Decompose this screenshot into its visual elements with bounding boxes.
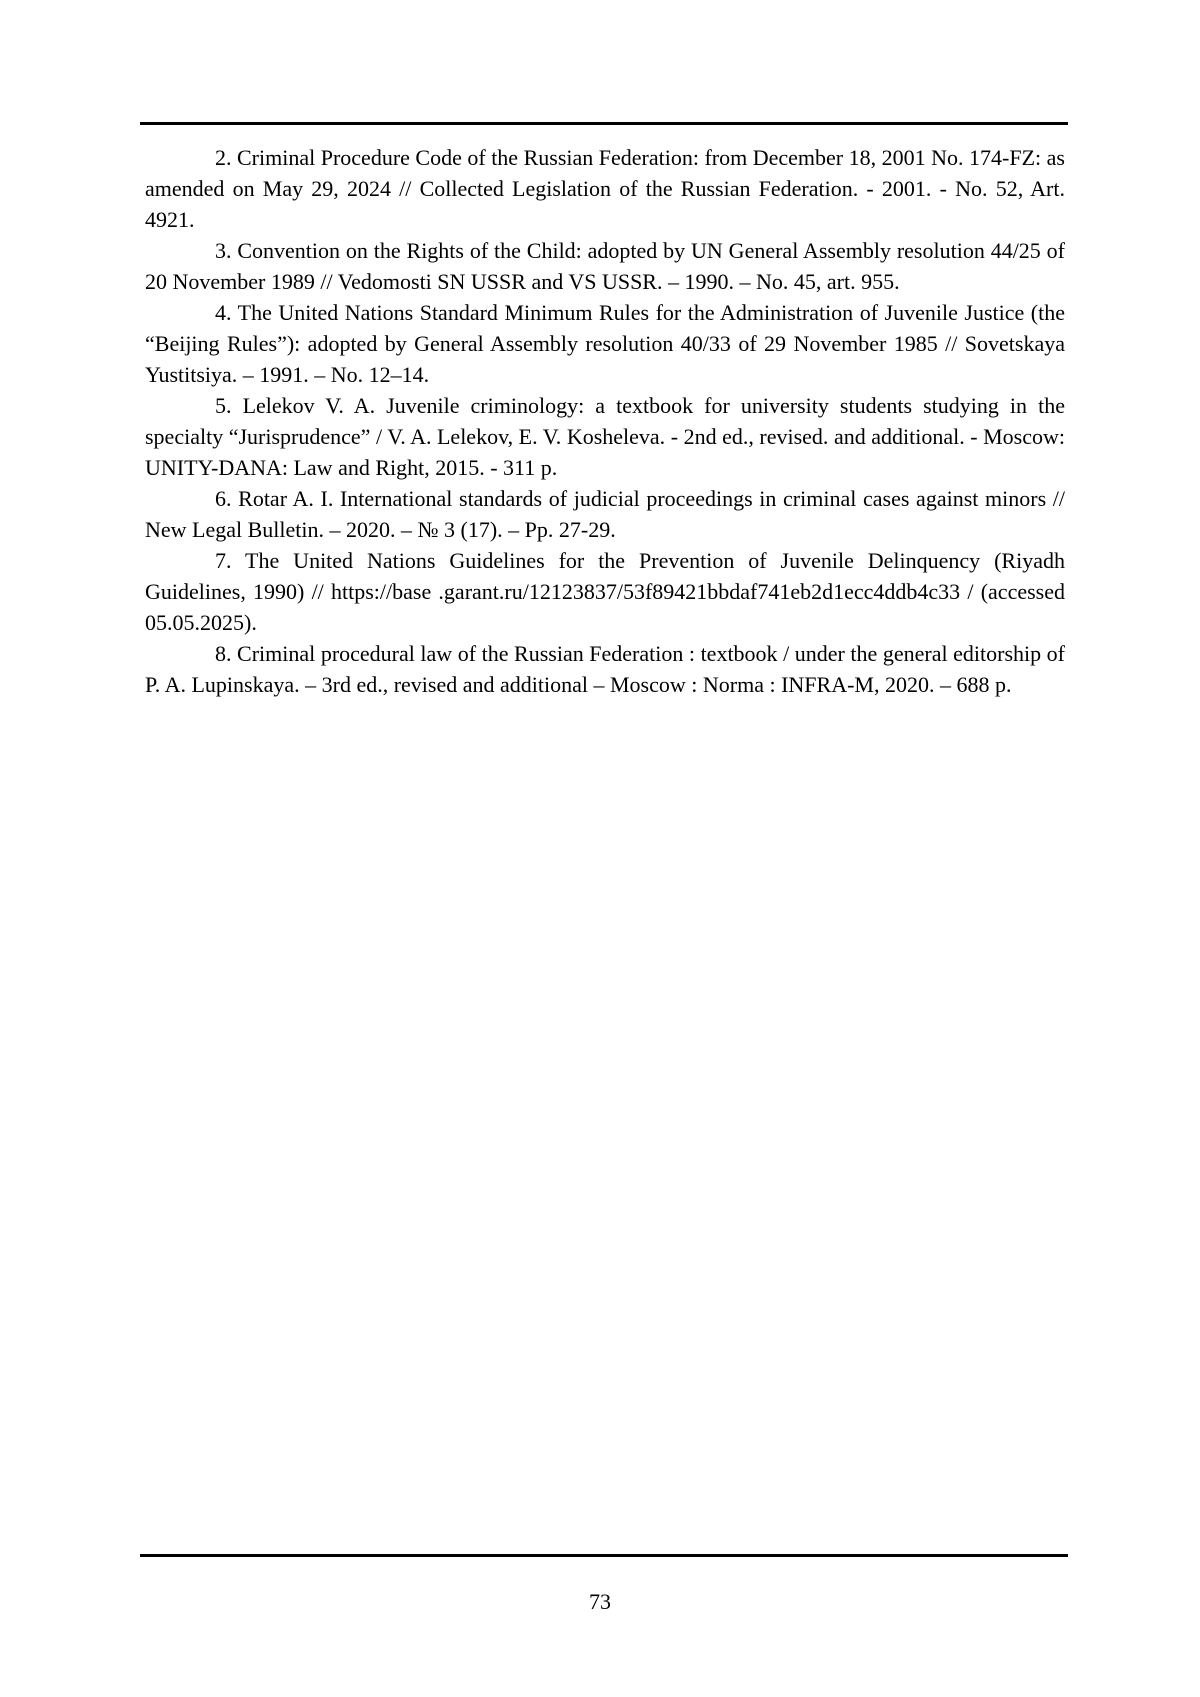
- reference-item-4: 4. The United Nations Standard Minimum Rules for the Administration of Juvenile Justice (the “Beijing Rules”): adopted by General Assembly resolution 40/33 of 29 November 1985 // Sovetskaya Yustitsiya. – 1991. – No. 12–14.: [145, 300, 1065, 387]
- reference-item-2: 2. Criminal Procedure Code of the Russian Federation: from December 18, 2001 No. 174-FZ: as amended on May 29, 2024 // Collected Legislation of the Russian Federation. - 2001. - No. 52, Art. 4921.: [145, 145, 1065, 232]
- reference-item-6: 6. Rotar A. I. International standards of judicial proceedings in criminal cases against minors // New Legal Bulletin. – 2020. – № 3 (17). – Pp. 27-29.: [145, 486, 1065, 542]
- reference-item-7: 7. The United Nations Guidelines for the Prevention of Juvenile Delinquency (Riyadh Guidelines, 1990) // https://base .garant.ru/12123837/53f89421bbdaf741eb2d1ecc4ddb4c33 / (accessed 05.05.2025).: [145, 548, 1065, 635]
- reference-item-3: 3. Convention on the Rights of the Child: adopted by UN General Assembly resolution 44/25 of 20 November 1989 // Vedomosti SN USSR and VS USSR. – 1990. – No. 45, art. 955.: [145, 238, 1065, 294]
- footer-rule: [140, 1554, 1068, 1557]
- reference-item-5: 5. Lelekov V. A. Juvenile criminology: a textbook for university students studying in the specialty “Jurisprudence” / V. A. Lelekov, E. V. Kosheleva. - 2nd ed., revised. and additional. - Moscow: UNITY-DANA: Law and Right, 2015. - 311 p.: [145, 393, 1065, 480]
- header-rule: [140, 122, 1068, 125]
- reference-item-8: 8. Criminal procedural law of the Russian Federation : textbook / under the general editorship of P. A. Lupinskaya. – 3rd ed., revised and additional – Moscow : Norma : INFRA-M, 2020. – 688 p.: [145, 641, 1065, 697]
- reference-list: [145, 142, 1065, 700]
- page-number: 73: [589, 1589, 611, 1614]
